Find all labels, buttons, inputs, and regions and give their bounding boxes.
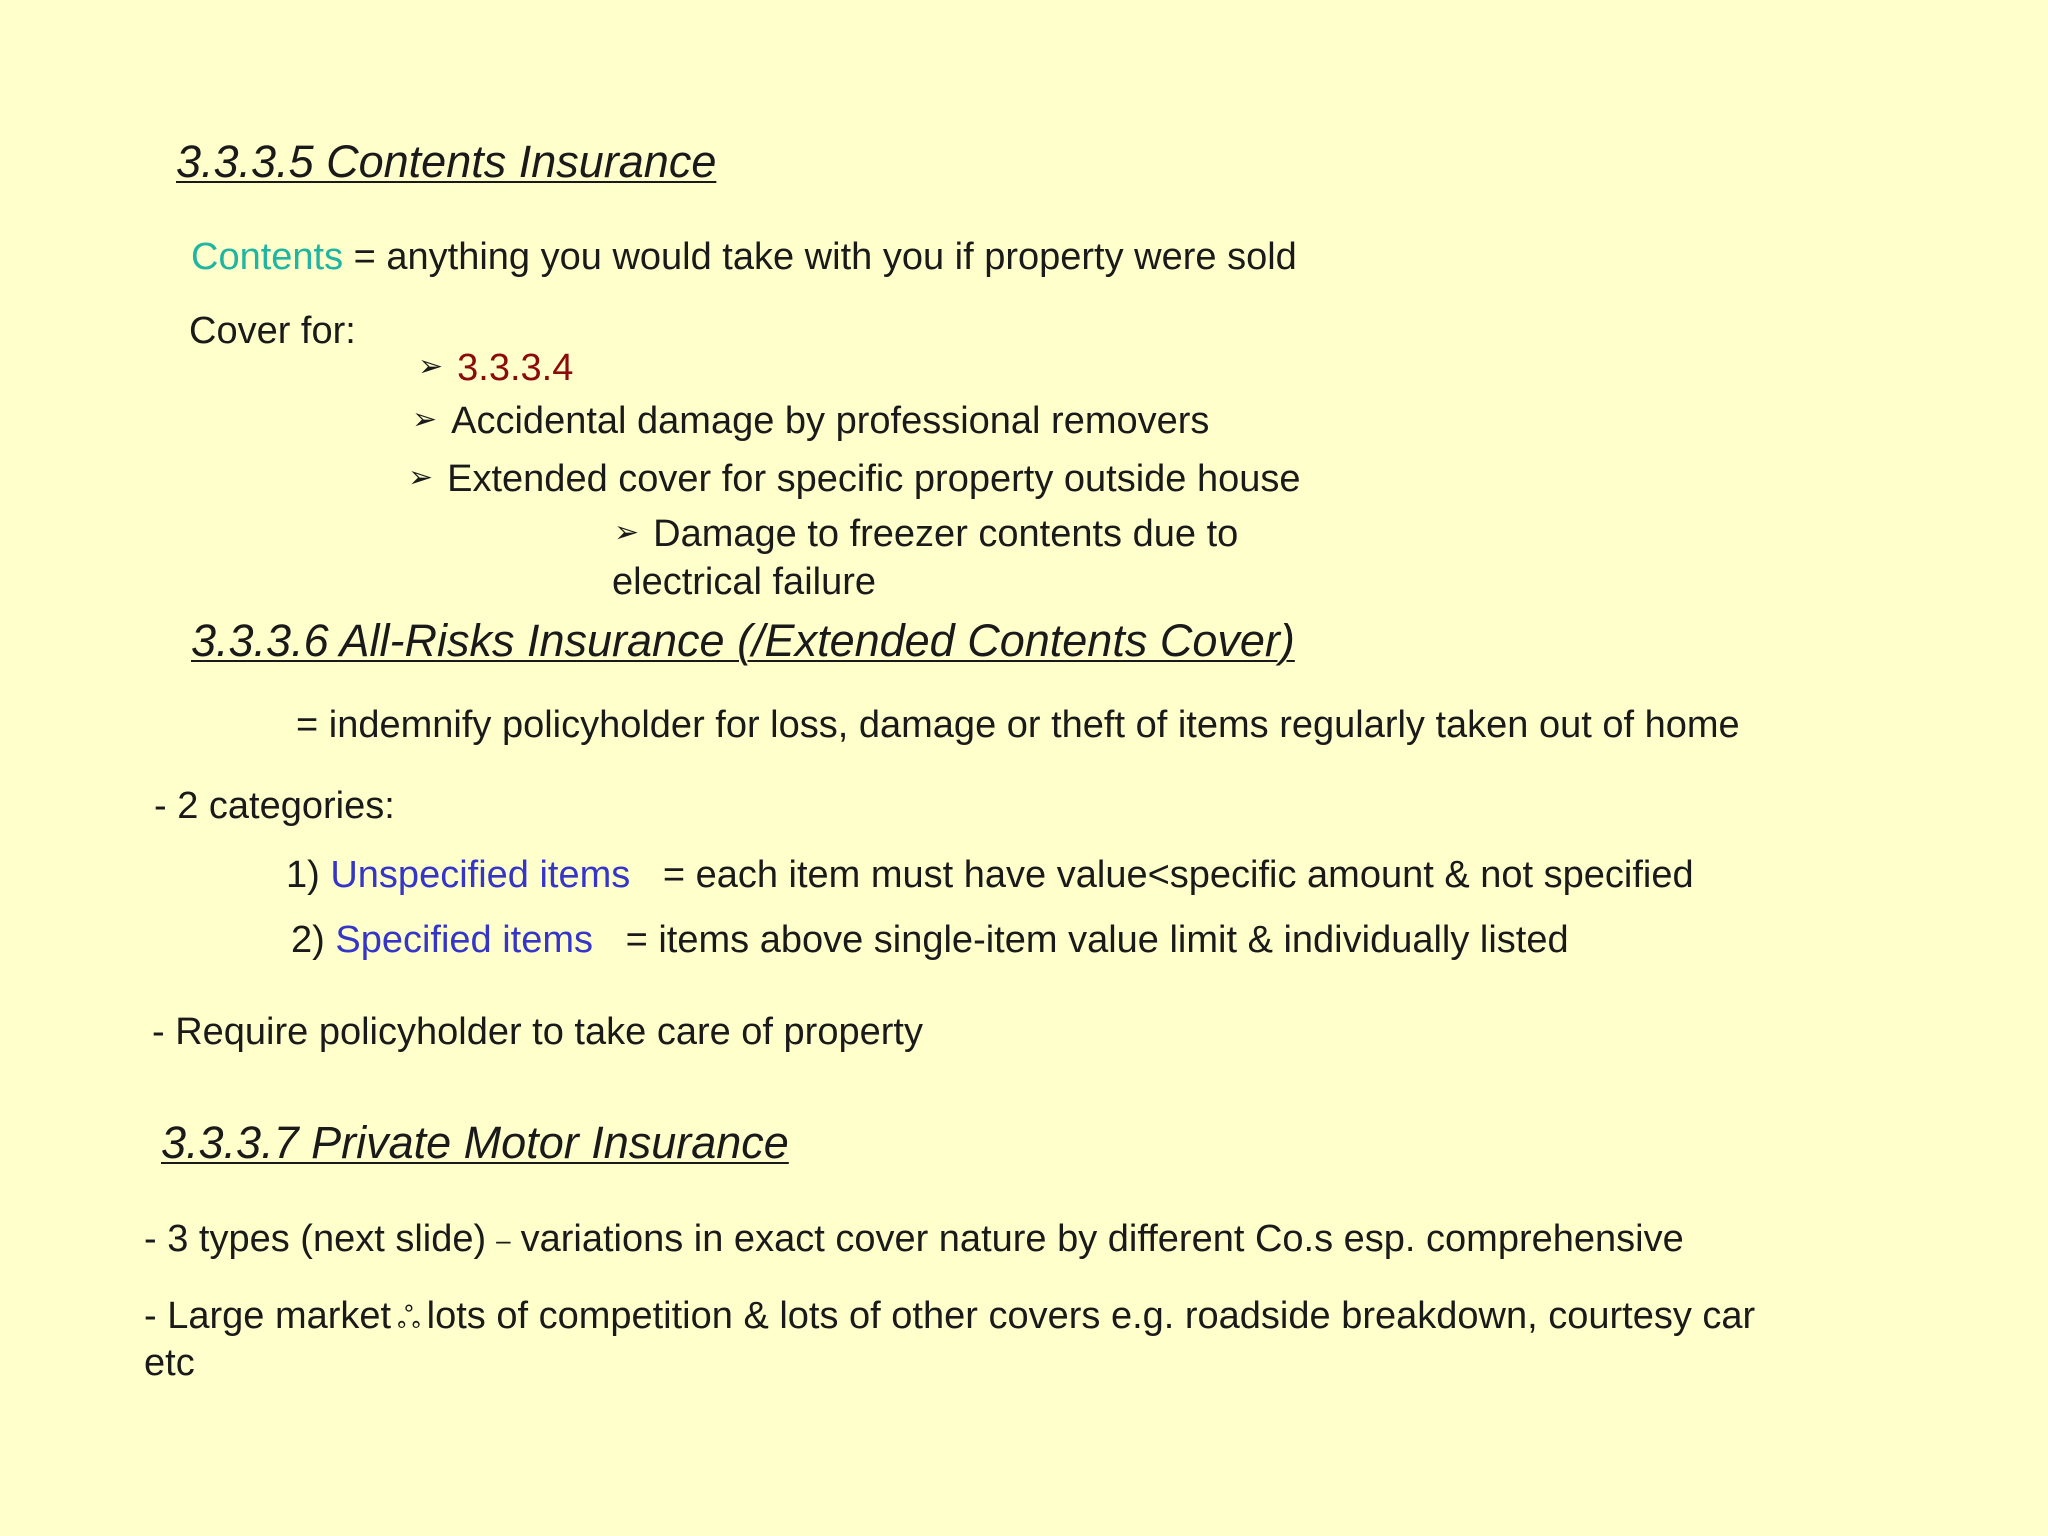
contents-definition-text: = anything you would take with you if property were sold — [343, 236, 1297, 278]
arrow-bullet-icon: ➢ — [412, 403, 438, 436]
category-number: 1) — [286, 854, 320, 896]
heading-contents-insurance: 3.3.3.5 Contents Insurance — [176, 136, 717, 187]
therefore-icon: ஃ — [397, 1302, 421, 1335]
cover-item — [412, 400, 1209, 444]
heading-all-risks-insurance: 3.3.3.6 All-Risks Insurance (/Extended Contents Cover) — [191, 615, 1295, 666]
cover-item — [418, 347, 573, 391]
cover-item-text: Extended cover for specific property outside house — [447, 458, 1301, 500]
cover-item — [614, 513, 1238, 557]
cover-item-continuation: electrical failure — [612, 561, 876, 603]
heading-private-motor-insurance: 3.3.3.7 Private Motor Insurance — [161, 1117, 789, 1168]
arrow-bullet-icon: ➢ — [408, 461, 434, 494]
cover-item-text: Damage to freezer contents due to — [653, 513, 1239, 555]
category-description: = items above single-item value limit & individually listed — [625, 919, 1569, 961]
motor-market-line — [144, 1295, 1755, 1339]
category-term: Specified items — [335, 919, 594, 961]
motor-market-suffix: lots of competition & lots of other covers e.g. roadside breakdown, courtesy car — [426, 1295, 1756, 1337]
arrow-bullet-icon: ➢ — [614, 516, 640, 549]
motor-market-continuation: etc — [144, 1342, 195, 1384]
motor-market-prefix: - Large market — [144, 1295, 392, 1337]
category-number: 2) — [291, 919, 325, 961]
contents-term: Contents — [191, 236, 344, 278]
requirement-text: - Require policyholder to take care of property — [152, 1011, 923, 1053]
all-risks-definition: = indemnify policyholder for loss, damage or theft of items regularly taken out of home — [296, 704, 1740, 746]
category-description: = each item must have value<specific amount & not specified — [662, 854, 1694, 896]
motor-types-suffix: variations in exact cover nature by different Co.s esp. comprehensive — [520, 1218, 1684, 1260]
category-term: Unspecified items — [330, 854, 631, 896]
category-item — [291, 919, 1569, 963]
cover-item-ref: 3.3.3.4 — [457, 347, 574, 389]
motor-types-line — [144, 1218, 1684, 1262]
category-item — [286, 854, 1694, 898]
categories-label: - 2 categories: — [154, 785, 395, 827]
motor-types-prefix: - 3 types (next slide) — [144, 1218, 487, 1260]
motor-types-dash: – — [496, 1225, 511, 1255]
arrow-bullet-icon: ➢ — [418, 350, 444, 383]
cover-item — [408, 458, 1301, 502]
cover-item-text: Accidental damage by professional removers — [451, 400, 1210, 442]
cover-for-label: Cover for: — [189, 310, 356, 352]
contents-definition — [191, 236, 1297, 280]
